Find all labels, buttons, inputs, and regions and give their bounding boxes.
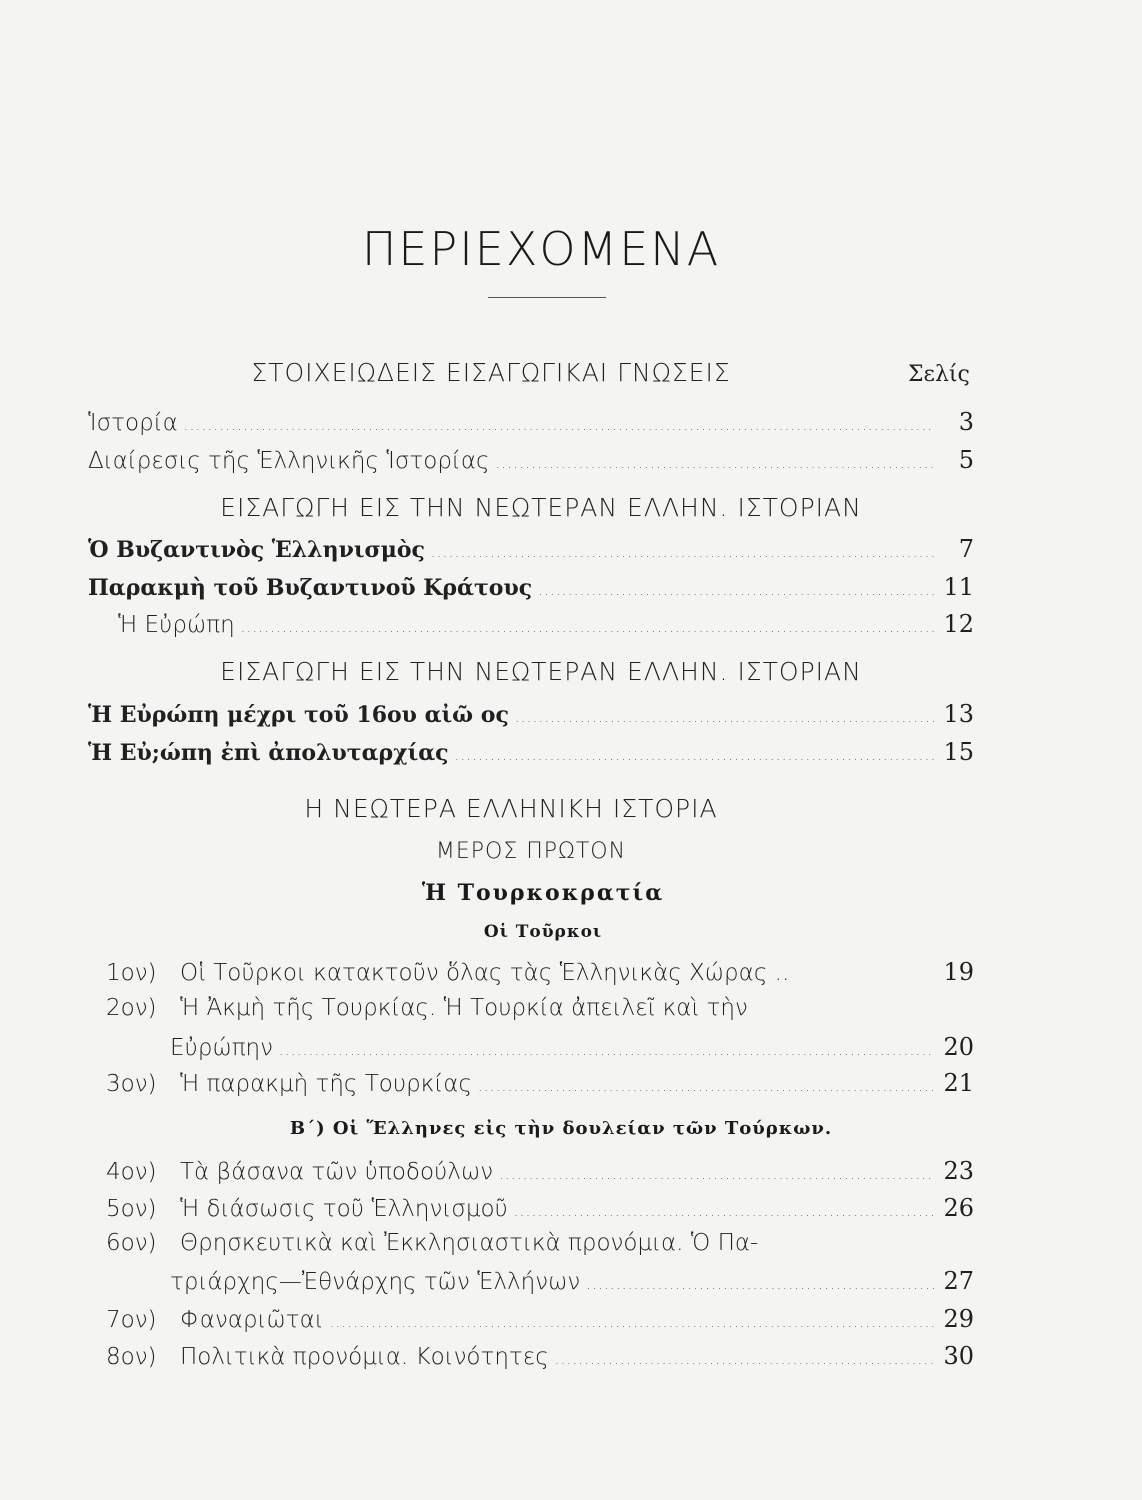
entry-number: 8ον) xyxy=(106,1344,157,1370)
entry-number: 3ον) xyxy=(106,1071,157,1097)
entry-page: 21 xyxy=(943,1069,974,1097)
toc-entry-continuation xyxy=(170,1033,974,1061)
title-rule xyxy=(488,297,606,298)
entry-page: 5 xyxy=(958,446,974,474)
toc-entry xyxy=(88,446,974,474)
entry-label: Τὰ βάσανα τῶν ὑποδούλων xyxy=(180,1159,494,1185)
entry-label: Πολιτικὰ προνόμια. Κοινότητες xyxy=(180,1344,549,1370)
entry-page: 26 xyxy=(943,1194,974,1222)
leader-dots xyxy=(555,1352,934,1368)
leader-dots xyxy=(330,1315,934,1331)
entry-label: Ἱστορία xyxy=(88,410,178,436)
entry-page: 11 xyxy=(943,573,974,601)
entry-label: Ἡ Εὐ;ώπη ἐπὶ ἀπολυταρχίας xyxy=(88,740,449,766)
toc-entry xyxy=(106,1157,974,1185)
page-column-label: Σελίς xyxy=(908,362,970,387)
toc-entry xyxy=(106,958,974,986)
entry-label: Ἡ Ἀκμὴ τῆς Τουρκίας. Ἡ Τουρκία ἀπειλεῖ καὶ τὴν xyxy=(180,995,748,1021)
page-title: ΠΕΡΙΕΧΟΜΕΝΑ xyxy=(361,222,721,276)
leader-dots xyxy=(455,748,934,764)
entry-label-cont: Εὐρώπην xyxy=(170,1035,273,1061)
entry-number: 7ον) xyxy=(106,1307,157,1333)
leader-dots xyxy=(515,710,934,726)
leader-dots xyxy=(279,1043,934,1059)
entry-label: Φαναριῶται xyxy=(180,1307,324,1333)
entry-page: 29 xyxy=(943,1305,974,1333)
toc-entry xyxy=(118,610,974,638)
entry-number: 5ον) xyxy=(106,1196,157,1222)
entry-label: Ἡ Εὐρώπη μέχρι τοῦ 16ου αἰῶ ος xyxy=(88,702,509,728)
entry-page: 27 xyxy=(943,1267,974,1295)
part-heading: ΜΕΡΟΣ ΠΡΩΤΟΝ xyxy=(435,839,627,864)
toc-entry xyxy=(106,1230,974,1256)
entry-page: 23 xyxy=(943,1157,974,1185)
entry-label: Οἱ Τοῦρκοι κατακτοῦν ὅλας τὰς Ἑλληνικὰς Χώρας .. xyxy=(180,960,790,986)
toc-entry xyxy=(88,535,974,563)
entry-number: 4ον) xyxy=(106,1159,157,1185)
toc-entry xyxy=(88,738,974,766)
toc-entry xyxy=(106,995,974,1021)
entry-page: 19 xyxy=(943,958,974,986)
toc-entry xyxy=(88,573,974,601)
leader-dots xyxy=(586,1277,934,1293)
entry-number: 1ον) xyxy=(106,960,157,986)
toc-entry xyxy=(106,1342,974,1370)
entry-page: 3 xyxy=(958,408,974,436)
section-heading-intro: ΣΤΟΙΧΕΙΩΔΕΙΣ ΕΙΣΑΓΩΓΙΚΑΙ ΓΝΩΣΕΙΣ xyxy=(251,358,731,387)
entry-label-cont: τριάρχης—Ἐθνάρχης τῶν Ἑλλήνων xyxy=(170,1269,581,1295)
entry-label: Διαίρεσις τῆς Ἑλληνικῆς Ἱστορίας xyxy=(88,448,490,474)
entry-page: 7 xyxy=(958,535,974,563)
entry-label: Θρησκευτικὰ καὶ Ἐκκλησιαστικὰ προνόμια. Ὁ Πα- xyxy=(180,1230,759,1256)
subheading-turkish-rule: Ἡ Τουρκοκρατία xyxy=(421,880,665,906)
leader-dots xyxy=(184,418,934,434)
subheading-greeks-slavery: Β΄) Οἱ Ἕλληνες εἰς τὴν δουλείαν τῶν Τούρκων. xyxy=(289,1118,833,1139)
entry-number: 2ον) xyxy=(106,995,157,1021)
leader-dots xyxy=(514,1204,934,1220)
leader-dots xyxy=(495,456,934,472)
toc-entry xyxy=(106,1194,974,1222)
entry-label: Παρακμὴ τοῦ Βυζαντινοῦ Κράτους xyxy=(88,575,533,601)
leader-dots xyxy=(478,1079,934,1095)
toc-entry xyxy=(88,408,974,436)
toc-entry xyxy=(88,700,974,728)
leader-dots xyxy=(499,1167,934,1183)
entry-label: Ἡ παρακμὴ τῆς Τουρκίας xyxy=(180,1071,472,1097)
leader-dots xyxy=(538,583,934,599)
entry-label: Ἡ διάσωσις τοῦ Ἑλληνισμοῦ xyxy=(180,1196,508,1222)
entry-page: 20 xyxy=(943,1033,974,1061)
subheading-turks: Οἱ Τοῦρκοι xyxy=(483,922,603,942)
entry-label: Ἡ Εὐρώπη xyxy=(118,612,235,638)
toc-entry xyxy=(106,1069,974,1097)
leader-dots xyxy=(241,620,934,636)
entry-page: 12 xyxy=(943,610,974,638)
toc-entry-continuation xyxy=(170,1267,974,1295)
toc-entry xyxy=(106,1305,974,1333)
entry-label: Ὁ Βυζαντινὸς Ἑλληνισμὸς xyxy=(88,537,425,563)
section-heading-intro-modern-2: ΕΙΣΑΓΩΓΗ ΕΙΣ ΤΗΝ ΝΕΩΤΕΡΑΝ ΕΛΛΗΝ. ΙΣΤΟΡΙΑΝ xyxy=(220,657,862,686)
entry-page: 15 xyxy=(943,738,974,766)
entry-page: 13 xyxy=(943,700,974,728)
leader-dots xyxy=(431,545,934,561)
entry-page: 30 xyxy=(943,1342,974,1370)
entry-number: 6ον) xyxy=(106,1230,157,1256)
section-heading-intro-modern-1: ΕΙΣΑΓΩΓΗ ΕΙΣ ΤΗΝ ΝΕΩΤΕΡΑΝ ΕΛΛΗΝ. ΙΣΤΟΡΙΑΝ xyxy=(220,493,862,522)
section-heading-modern: Η ΝΕΩΤΕΡΑ ΕΛΛΗΝΙΚΗ ΙΣΤΟΡΙΑ xyxy=(304,794,718,823)
